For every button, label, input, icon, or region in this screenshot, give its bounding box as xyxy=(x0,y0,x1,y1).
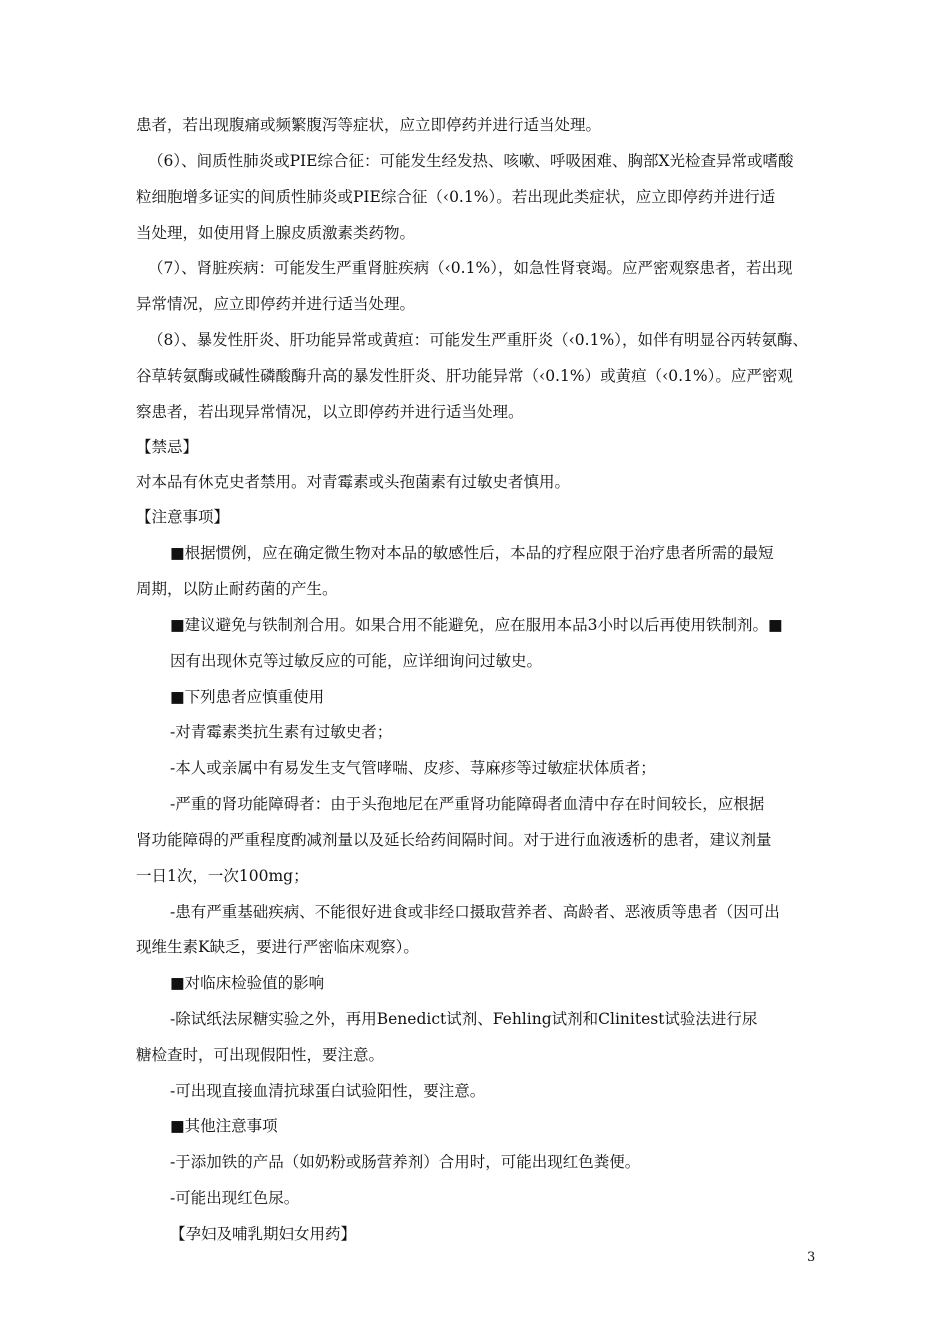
text-line: -患有严重基础疾病、不能很好进食或非经口摄取营养者、高龄者、恶液质等患者（因可出 xyxy=(170,903,780,921)
text-line: -可出现直接血清抗球蛋白试验阳性，要注意。 xyxy=(170,1082,486,1100)
text-line: -对青霉素类抗生素有过敏史者； xyxy=(170,723,393,741)
text-line: 患者，若出现腹痛或频繁腹泻等症状，应立即停药并进行适当处理。 xyxy=(136,116,602,134)
text-line: 一日1次，一次100mg； xyxy=(136,867,309,885)
text-line: （8）、暴发性肝炎、肝功能异常或黄疸：可能发生严重肝炎（‹0.1%），如伴有明显谷丙转氨酶、 xyxy=(148,331,808,349)
text-line: 现维生素K缺乏，要进行严密临床观察）。 xyxy=(136,938,419,956)
text-line: 当处理，如使用肾上腺皮质激素类药物。 xyxy=(136,224,416,242)
text-line: 糖检查时，可出现假阳性，要注意。 xyxy=(136,1046,385,1064)
text-line: ■根据惯例，应在确定微生物对本品的敏感性后，本品的疗程应限于治疗患者所需的最短 xyxy=(170,544,774,562)
text-line: 粒细胞增多证实的间质性肺炎或PIE综合征（‹0.1%）。若出现此类症状，应立即停药并进行适 xyxy=(136,188,776,206)
text-line: -严重的肾功能障碍者：由于头孢地尼在严重肾功能障碍者血清中存在时间较长，应根据 xyxy=(170,795,765,813)
text-line: 周期，以防止耐药菌的产生。 xyxy=(136,580,338,598)
section-heading: 【孕妇及哺乳期妇女用药】 xyxy=(170,1225,357,1243)
text-line: ■下列患者应慎重使用 xyxy=(170,688,325,706)
text-line: ■对临床检验值的影响 xyxy=(170,974,325,992)
text-line: -可能出现红色尿。 xyxy=(170,1189,300,1207)
text-line: （6）、间质性肺炎或PIE综合征：可能发生经发热、咳嗽、呼吸困难、胸部X光检查异常或嗜酸 xyxy=(148,152,794,170)
text-line: -除试纸法尿糖实验之外，再用Benedict试剂、Fehling试剂和Clinitest试验法进行尿 xyxy=(170,1010,758,1028)
text-line: 对本品有休克史者禁用。对青霉素或头孢菌素有过敏史者慎用。 xyxy=(136,473,571,491)
text-line: -本人或亲属中有易发生支气管哮喘、皮疹、荨麻疹等过敏症状体质者； xyxy=(170,759,656,777)
text-line: 异常情况，应立即停药并进行适当处理。 xyxy=(136,295,416,313)
text-line: （7）、肾脏疾病：可能发生严重肾脏疾病（‹0.1%），如急性肾衰竭。应严密观察患者，若出现 xyxy=(148,259,793,277)
section-heading: 【禁忌】 xyxy=(136,438,199,456)
text-line: ■建议避免与铁制剂合用。如果合用不能避免，应在服用本品3小时以后再使用铁制剂。■ xyxy=(170,616,783,634)
text-line: -于添加铁的产品（如奶粉或肠营养剂）合用时，可能出现红色粪便。 xyxy=(170,1153,641,1171)
text-line: ■其他注意事项 xyxy=(170,1117,278,1135)
page-number: 3 xyxy=(807,1250,816,1265)
text-line: 察患者，若出现异常情况，以立即停药并进行适当处理。 xyxy=(136,403,524,421)
text-line: 肾功能障碍的严重程度酌减剂量以及延长给药间隔时间。对于进行血液透析的患者，建议剂量 xyxy=(136,831,772,849)
text-line: 因有出现休克等过敏反应的可能，应详细询问过敏史。 xyxy=(170,652,543,670)
section-heading: 【注意事项】 xyxy=(136,508,230,526)
text-line: 谷草转氨酶或碱性磷酸酶升高的暴发性肝炎、肝功能异常（‹0.1%）或黄疸（‹0.1%）。应严密观 xyxy=(136,367,793,385)
